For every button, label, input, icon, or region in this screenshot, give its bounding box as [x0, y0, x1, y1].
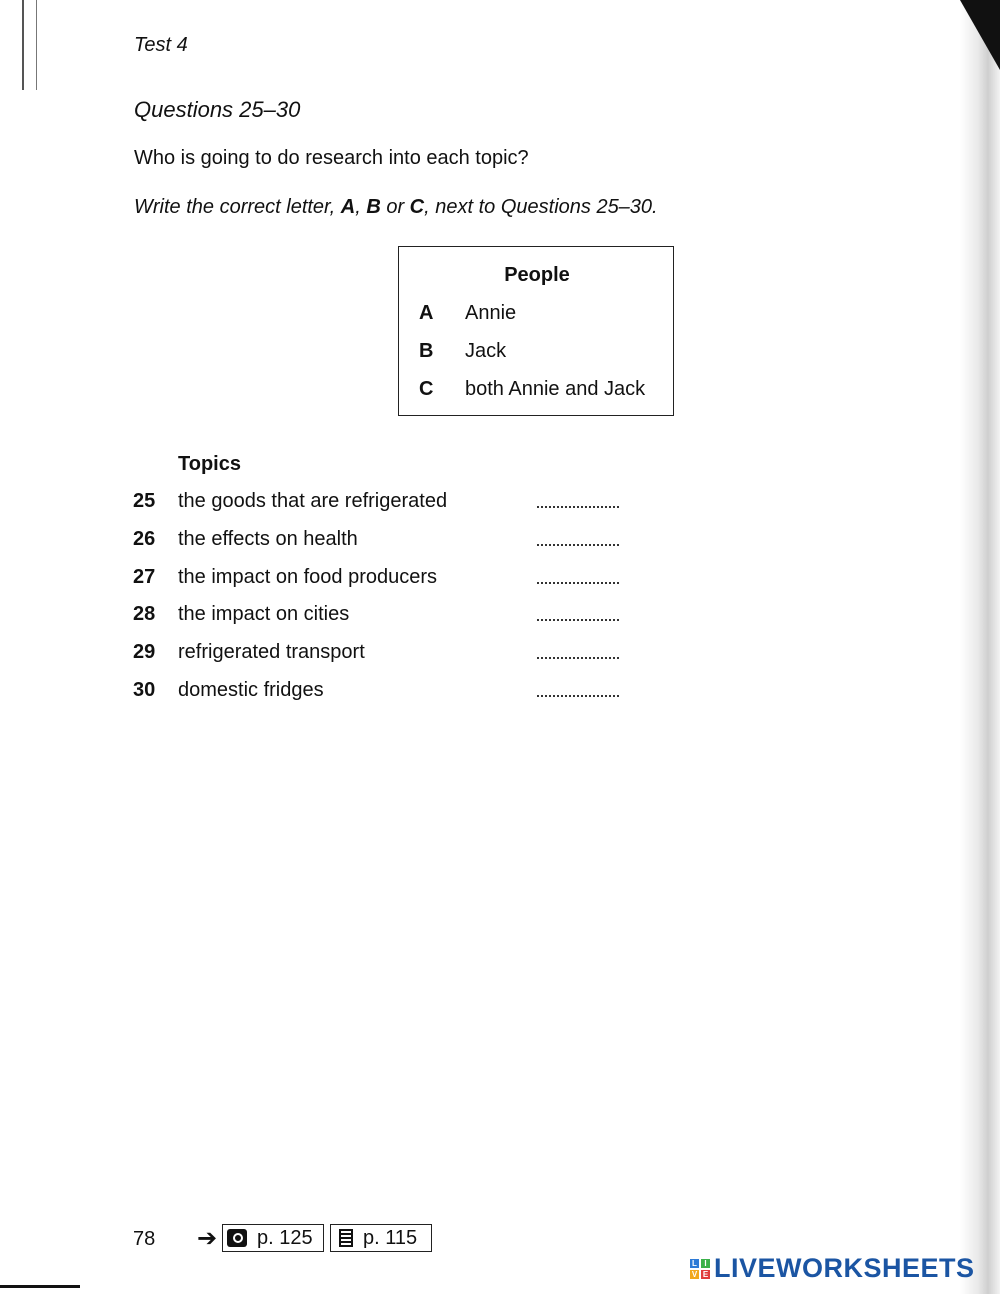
- people-option-name: both Annie and Jack: [465, 378, 646, 400]
- audio-reference: [222, 1224, 324, 1252]
- topic-number: 29: [133, 641, 156, 663]
- topic-number: 30: [133, 679, 156, 701]
- topic-number: 26: [133, 528, 156, 550]
- scan-edge-bottom: [0, 1285, 80, 1288]
- transcript-reference-label: p. 115: [363, 1226, 418, 1249]
- answer-blank-27[interactable]: [537, 582, 619, 584]
- questions-heading: Questions 25–30: [134, 97, 301, 122]
- topic-text: domestic fridges: [178, 679, 324, 701]
- people-option-name: Annie: [465, 302, 517, 324]
- scan-edge-right: [960, 0, 1000, 1294]
- topic-text: the goods that are refrigerated: [178, 490, 448, 512]
- topic-number: 27: [133, 566, 156, 588]
- logo-text: LIVEWORKSHEETS: [714, 1253, 975, 1283]
- logo-grid-icon: L I V E: [691, 1258, 709, 1279]
- topic-row: [133, 603, 633, 629]
- answer-blank-25[interactable]: [537, 506, 619, 508]
- topic-row: [133, 490, 633, 516]
- people-box: [398, 246, 674, 416]
- liveworksheets-logo: [690, 1253, 975, 1284]
- topic-row: [133, 679, 633, 705]
- topic-text: the effects on health: [178, 528, 358, 550]
- people-option-letter: B: [419, 340, 434, 362]
- topic-row: [133, 566, 633, 592]
- audio-reference-label: p. 125: [257, 1226, 313, 1249]
- answer-blank-29[interactable]: [537, 657, 619, 659]
- people-title: People: [504, 264, 570, 286]
- topic-number: 25: [133, 490, 156, 512]
- arrow-icon: ➔: [197, 1225, 218, 1252]
- page-corner-curl: [960, 0, 1000, 70]
- topic-row: [133, 528, 633, 554]
- topic-text: the impact on food producers: [178, 566, 438, 588]
- topic-number: 28: [133, 603, 156, 625]
- people-option-letter: C: [419, 378, 434, 400]
- topic-row: [133, 641, 633, 667]
- scan-edge-left: [22, 0, 24, 90]
- document-icon: [339, 1229, 353, 1247]
- answer-blank-28[interactable]: [537, 619, 619, 621]
- topic-text: refrigerated transport: [178, 641, 365, 663]
- answer-blank-30[interactable]: [537, 695, 619, 697]
- people-option-name: Jack: [465, 340, 507, 362]
- people-option: [419, 378, 645, 401]
- test-label: Test 4: [134, 34, 188, 56]
- speaker-icon: [227, 1229, 247, 1247]
- scan-edge-left-inner: [36, 0, 37, 90]
- topics-heading: Topics: [178, 453, 241, 475]
- page-number: 78: [133, 1228, 156, 1250]
- people-option-letter: A: [419, 302, 434, 324]
- people-option: [419, 302, 516, 325]
- transcript-reference: [330, 1224, 432, 1252]
- topic-text: the impact on cities: [178, 603, 350, 625]
- question-text: Who is going to do research into each topic?: [134, 147, 529, 169]
- people-option: [419, 340, 506, 363]
- answer-blank-26[interactable]: [537, 544, 619, 546]
- instruction-text: Write the correct letter, A, B or C, next to Questions 25–30.: [134, 196, 658, 218]
